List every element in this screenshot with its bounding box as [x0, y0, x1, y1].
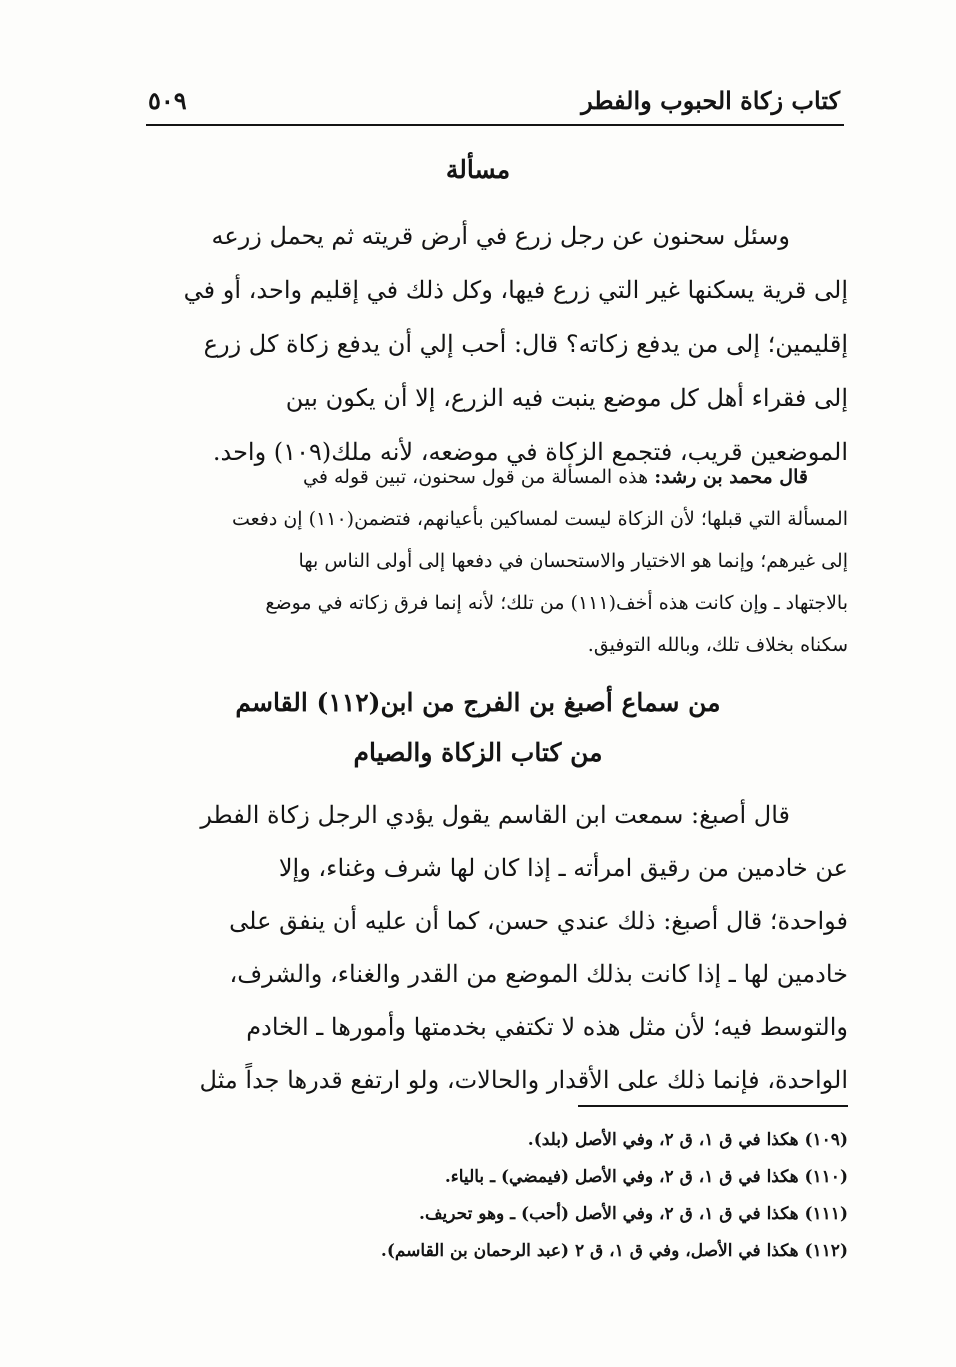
- text-line: فواحدة؛ قال أصبغ: ذلك عندي حسن، كما أن عليه أن ينفق على: [229, 907, 848, 935]
- text-line: المسألة التي قبلها؛ لأن الزكاة ليست لمساكين بأعيانهم، فتضمن(١١٠) إن دفعت: [231, 508, 848, 530]
- text-line: والتوسط فيه؛ لأن مثل هذه لا تكتفي بخدمتها وأمورها ـ الخادم: [246, 1013, 848, 1041]
- section-heading-masala: مسألة: [445, 155, 511, 184]
- text-line: قال أصبغ: سمعت ابن القاسم يقول يؤدي الرجل زكاة الفطر: [200, 801, 790, 829]
- asbagh-paragraph: [146, 789, 848, 1107]
- page-number: ٥٠٩: [148, 86, 187, 115]
- text-line: إلى غيرهم؛ وإنما هو الاختيار والاستحسان في دفعها إلى أولى الناس بها: [298, 550, 848, 572]
- text-line: وسئل سحنون عن رجل زرع في أرض قريته ثم يحمل زرعه: [211, 222, 790, 250]
- section-heading-line2: من كتاب الزكاة والصيام: [353, 738, 603, 767]
- text-line: الموضعين قريب، فتجمع الزكاة في موضعه، لأنه ملك(١٠٩) واحد.: [212, 438, 848, 466]
- text-line: إلى قرية يسكنها غير التي زرع فيها، وكل ذلك في إقليم واحد، أو في: [183, 276, 848, 304]
- header-rule: [146, 124, 844, 126]
- footnote-separator: [578, 1105, 848, 1107]
- section-heading-line1: من سماع أصبغ بن الفرج من ابن(١١٢) القاسم: [235, 688, 721, 717]
- text-line: خادمين لها ـ إذا كانت بذلك الموضع من القدر والغناء، والشرف،: [229, 960, 848, 988]
- footnote: (١٠٩) هكذا في ق ١، ق ٢، وفي الأصل (بلد).: [527, 1130, 848, 1150]
- footnote: (١١١) هكذا في ق ١، ق ٢، وفي الأصل (أحب) ـ وهو تحريف.: [419, 1204, 848, 1224]
- footnote: (١١٢) هكذا في الأصل، وفي ق ١، ق ٢ (عبد الرحمان بن القاسم).: [380, 1241, 848, 1261]
- text-line: [146, 456, 848, 498]
- text-line: إلى فقراء أهل كل موضع ينبت فيه الزرع، إلا أن يكون بين: [285, 384, 848, 412]
- text-line: الواحدة، فإنما ذلك على الأقدار والحالات، ولو ارتفع قدرها جداً مثل: [199, 1066, 848, 1094]
- footnotes: [381, 1122, 848, 1270]
- text-line: بالاجتهاد ـ وإن كانت هذه أخف(١١١) من تلك؛ لأنه إنما فرق زكاته في موضع: [265, 592, 848, 614]
- commentary-speaker: قال محمد بن رشد:: [654, 466, 808, 488]
- masala-paragraph: [146, 209, 848, 479]
- running-header-title: كتاب زكاة الحبوب والفطر: [581, 86, 840, 115]
- text-line: سكناه بخلاف تلك، وبالله التوفيق.: [587, 634, 848, 656]
- text-line: إقليمين؛ إلى من يدفع زكاته؟ قال: أحب إلي أن يدفع زكاة كل زرع: [203, 330, 848, 358]
- text-line: عن خادمين من رقيق امرأته ـ إذا كان لها شرف وغناء، وإلا: [278, 854, 848, 882]
- commentary-text: هذه المسألة من قول سحنون، تبين قوله في: [303, 466, 649, 488]
- commentary-paragraph: [146, 456, 848, 666]
- footnote: (١١٠) هكذا في ق ١، ق ٢، وفي الأصل (فيمضي) ـ بالياء.: [444, 1167, 848, 1187]
